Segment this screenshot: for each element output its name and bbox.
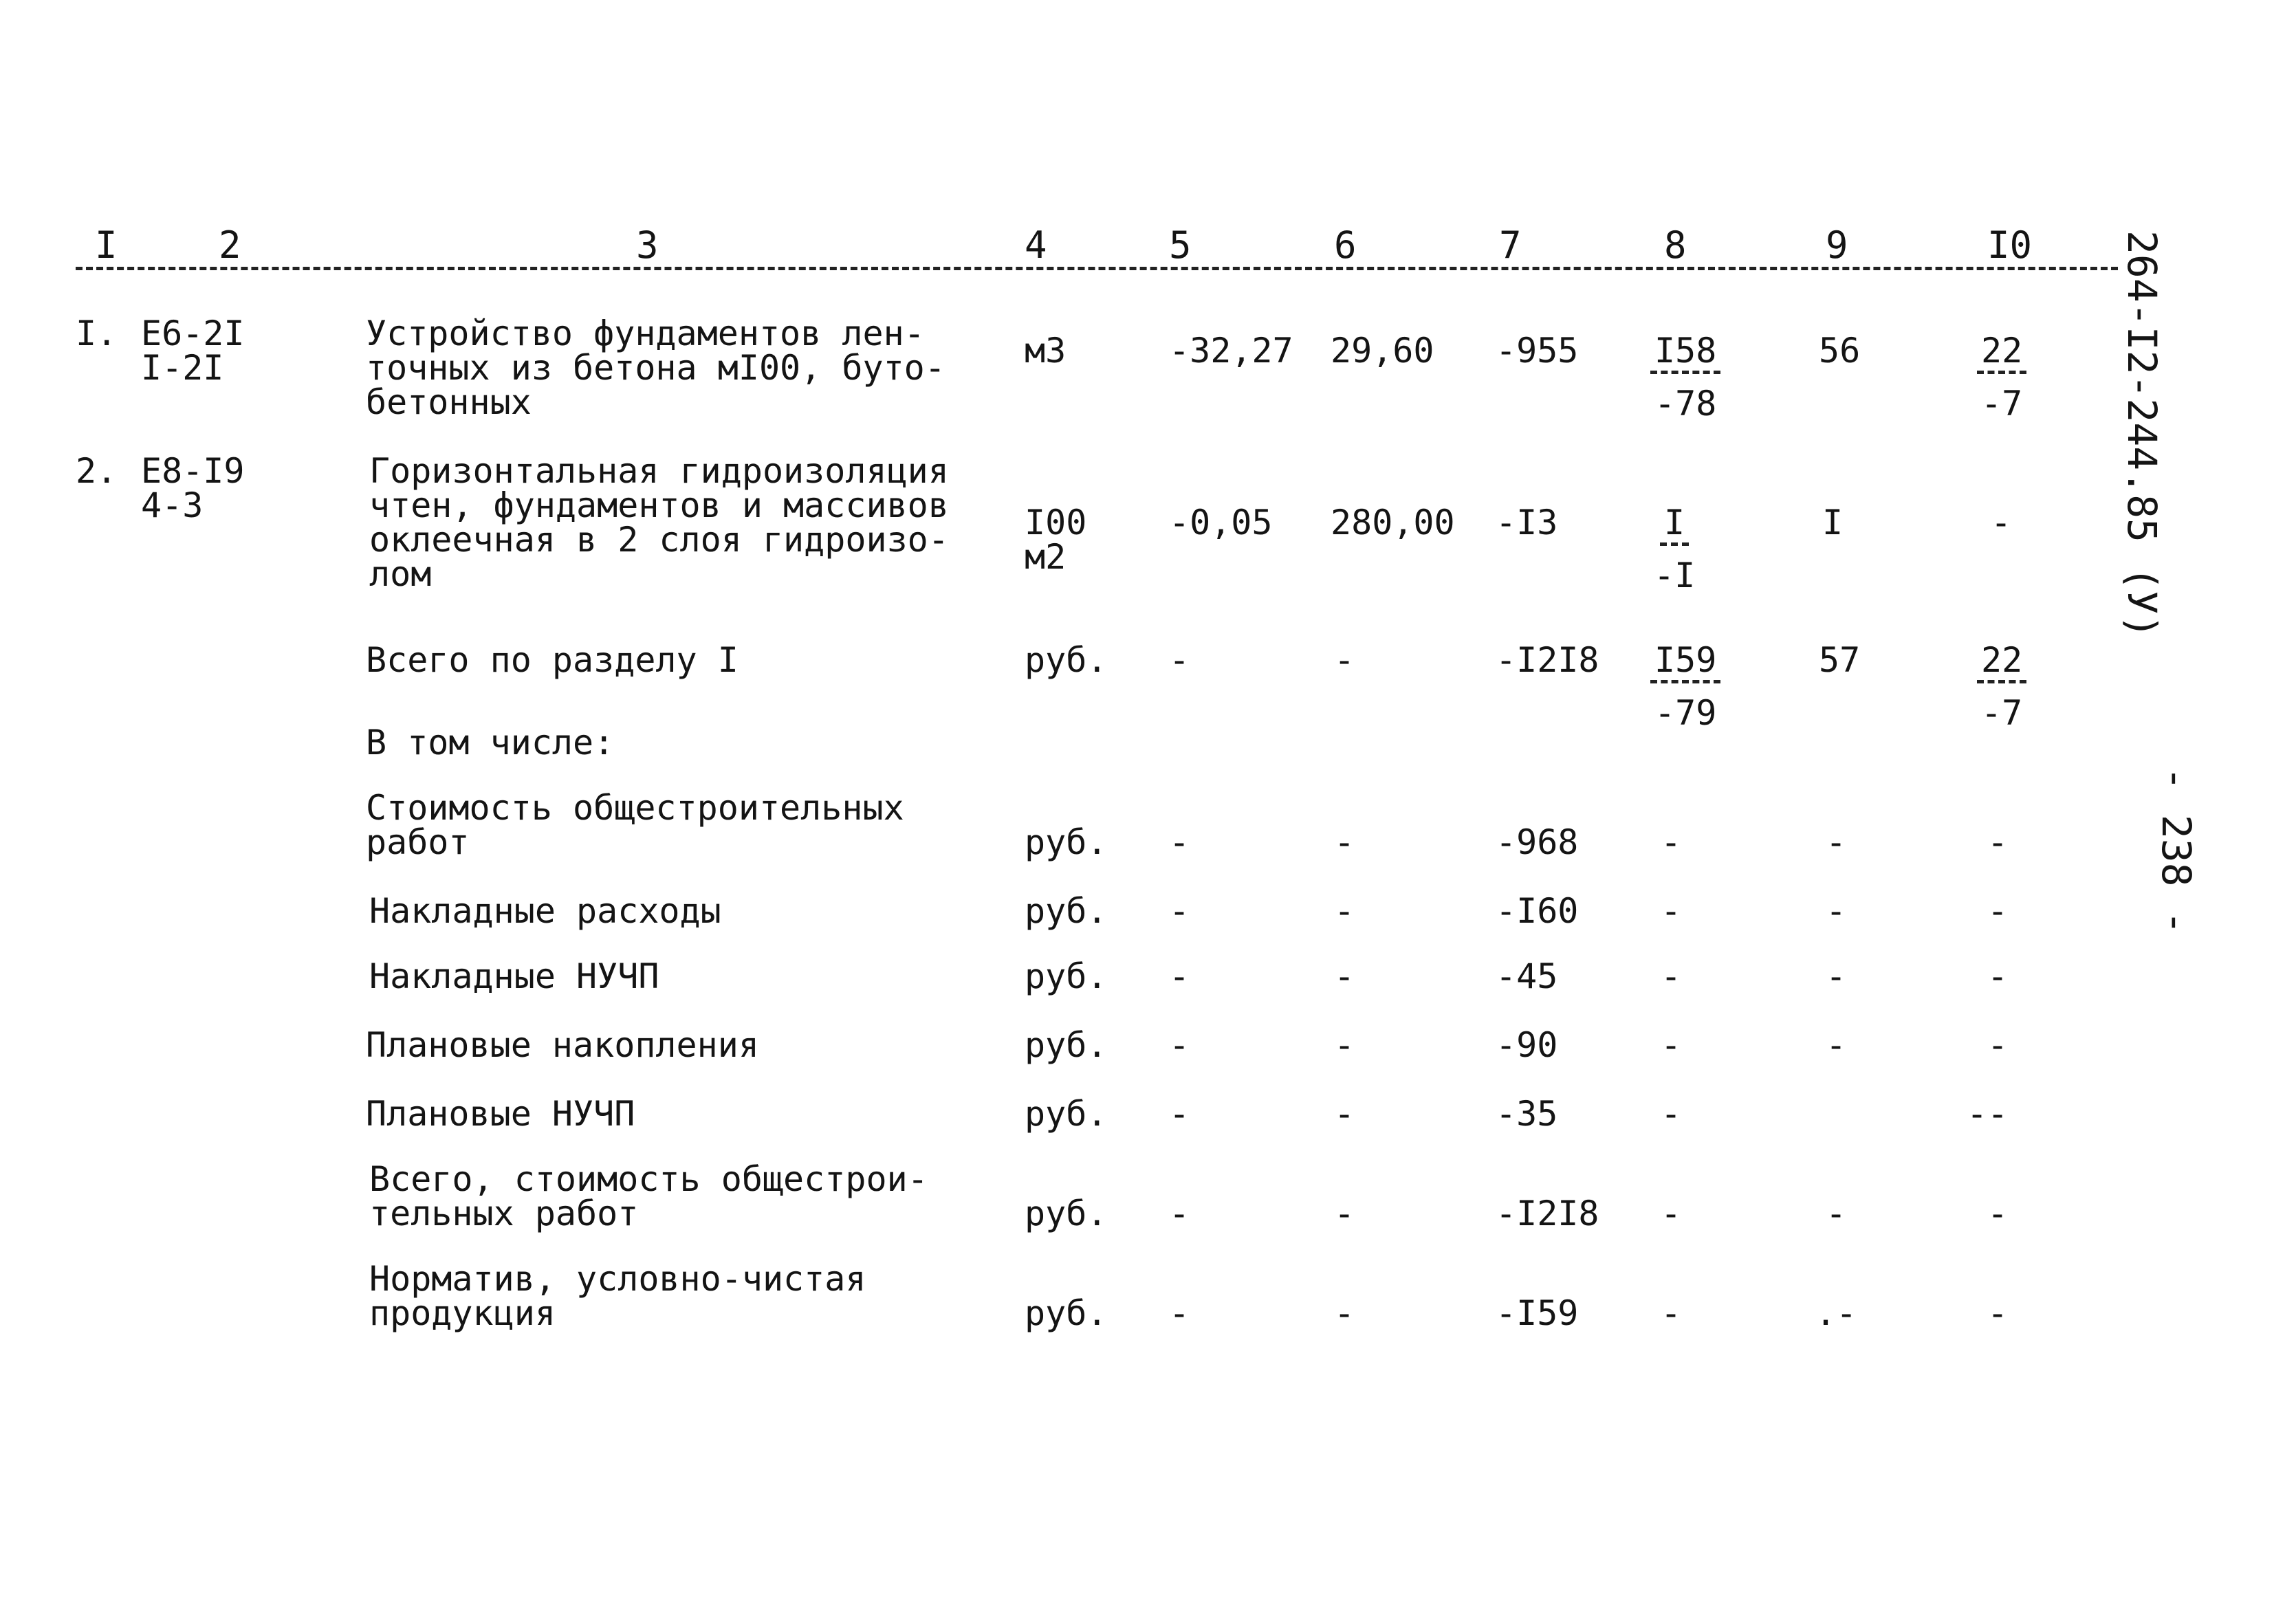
- row-col10: -: [1987, 891, 2009, 931]
- row-unit: руб.: [1025, 822, 1108, 862]
- row-col9: 56: [1819, 331, 1861, 371]
- row-col8: -: [1661, 1025, 1682, 1065]
- col-header-8: 8: [1664, 223, 1687, 267]
- row-col6: -: [1334, 1293, 1355, 1333]
- row-description: Накладные расходы: [369, 891, 721, 931]
- row-unit: руб.: [1025, 640, 1108, 680]
- row-unit: м3: [1025, 331, 1067, 371]
- row-col8: -: [1661, 891, 1682, 931]
- row-col9: 57: [1819, 640, 1861, 680]
- row-col9: -: [1826, 822, 1847, 862]
- row-col6: -: [1334, 1194, 1355, 1233]
- col-header-4: 4: [1025, 223, 1047, 267]
- col-header-6: 6: [1334, 223, 1357, 267]
- row-col5: -0,05: [1169, 503, 1273, 542]
- col-header-2: 2: [219, 223, 241, 267]
- row-unit: руб.: [1025, 956, 1108, 996]
- row-unit: руб.: [1025, 891, 1108, 931]
- row-code: Е6-2I I-2I: [141, 314, 245, 388]
- row-col7: -45: [1496, 956, 1558, 996]
- col-header-7: 7: [1499, 223, 1522, 267]
- row-col6: -: [1334, 1094, 1355, 1134]
- row-description: В том числе:: [366, 723, 615, 762]
- row-col10-fraction: $\frac{22}{-7}$: [1977, 643, 2026, 730]
- col-header-10: I0: [1987, 223, 2033, 267]
- row-code: Е8-I9 4-3: [141, 451, 245, 525]
- row-number: 2.: [76, 451, 118, 491]
- row-col8: -: [1661, 1094, 1682, 1134]
- row-description: Норматив, условно-чистая продукция: [369, 1259, 866, 1333]
- row-col5: -: [1169, 1194, 1190, 1233]
- row-description: Стоимость общестроительных работ: [366, 788, 904, 862]
- row-col6: -: [1334, 640, 1355, 680]
- row-description: Плановые НУЧП: [366, 1094, 635, 1134]
- row-col8: -: [1661, 822, 1682, 862]
- row-col6: -: [1334, 891, 1355, 931]
- row-col10: -: [1987, 1025, 2009, 1065]
- row-col5: -: [1169, 891, 1190, 931]
- row-unit: руб.: [1025, 1025, 1108, 1065]
- row-col7: -I59: [1496, 1293, 1579, 1333]
- row-col5: -: [1169, 640, 1190, 680]
- row-col10: -: [1987, 956, 2009, 996]
- row-col7: -I60: [1496, 891, 1579, 931]
- row-unit: руб.: [1025, 1293, 1108, 1333]
- row-description: Всего по разделу I: [366, 640, 739, 680]
- row-col6: -: [1334, 956, 1355, 996]
- row-col9: -: [1826, 891, 1847, 931]
- row-col8: -: [1661, 956, 1682, 996]
- row-col10: --: [1967, 1094, 2009, 1134]
- row-col9: -: [1826, 956, 1847, 996]
- row-col9: I: [1822, 503, 1844, 542]
- row-col5: -: [1169, 1025, 1190, 1065]
- row-col8: -: [1661, 1293, 1682, 1333]
- document-code: 264-I2-244.85 (У): [2119, 230, 2165, 639]
- header-rule: [76, 267, 2118, 270]
- row-col8-fraction: $\frac{I58}{-78}$: [1650, 333, 1720, 421]
- row-number: I.: [76, 314, 118, 353]
- row-col10: -: [1991, 503, 2012, 542]
- row-col5: -: [1169, 822, 1190, 862]
- row-col10-fraction: $\frac{22}{-7}$: [1977, 333, 2026, 421]
- row-col7: -955: [1496, 331, 1579, 371]
- row-description: Горизонтальная гидроизоляция чтен, фундаментов и массивов оклеечная в 2 слоя гидроизо- лом: [369, 451, 949, 594]
- row-col5: -: [1169, 1094, 1190, 1134]
- page-number: - 238 -: [2153, 767, 2200, 935]
- row-col9: -: [1826, 1025, 1847, 1065]
- row-col9: .-: [1815, 1293, 1857, 1333]
- col-header-5: 5: [1169, 223, 1192, 267]
- row-col8: -: [1661, 1194, 1682, 1233]
- row-col8-fraction: $\frac{I}{-I}$: [1654, 503, 1696, 595]
- row-description: Устройство фундаментов лен- точных из бетона мI00, буто- бетонных: [366, 314, 945, 422]
- row-col9: -: [1826, 1194, 1847, 1233]
- row-col6: -: [1334, 822, 1355, 862]
- row-unit: руб.: [1025, 1194, 1108, 1233]
- row-col5: -: [1169, 1293, 1190, 1333]
- row-col7: -I2I8: [1496, 640, 1599, 680]
- row-col10: -: [1987, 822, 2009, 862]
- col-header-3: 3: [636, 223, 659, 267]
- row-col5: -32,27: [1169, 331, 1293, 371]
- row-description: Всего, стоимость общестрои- тельных работ: [369, 1159, 928, 1233]
- row-col7: -90: [1496, 1025, 1558, 1065]
- row-col7: -968: [1496, 822, 1579, 862]
- row-col6: 29,60: [1331, 331, 1434, 371]
- row-unit: I00 м2: [1025, 503, 1087, 577]
- row-col7: -35: [1496, 1094, 1558, 1134]
- row-col10: -: [1987, 1194, 2009, 1233]
- row-description: Плановые накопления: [366, 1025, 759, 1065]
- row-unit: руб.: [1025, 1094, 1108, 1134]
- row-col7: -I3: [1496, 503, 1558, 542]
- row-col5: -: [1169, 956, 1190, 996]
- row-col7: -I2I8: [1496, 1194, 1599, 1233]
- row-description: Накладные НУЧП: [369, 956, 659, 996]
- row-col10: -: [1987, 1293, 2009, 1333]
- row-col6: -: [1334, 1025, 1355, 1065]
- row-col6: 280,00: [1331, 503, 1455, 542]
- col-header-9: 9: [1826, 223, 1848, 267]
- col-header-1: I: [95, 223, 118, 267]
- row-col8-fraction: $\frac{I59}{-79}$: [1650, 643, 1720, 730]
